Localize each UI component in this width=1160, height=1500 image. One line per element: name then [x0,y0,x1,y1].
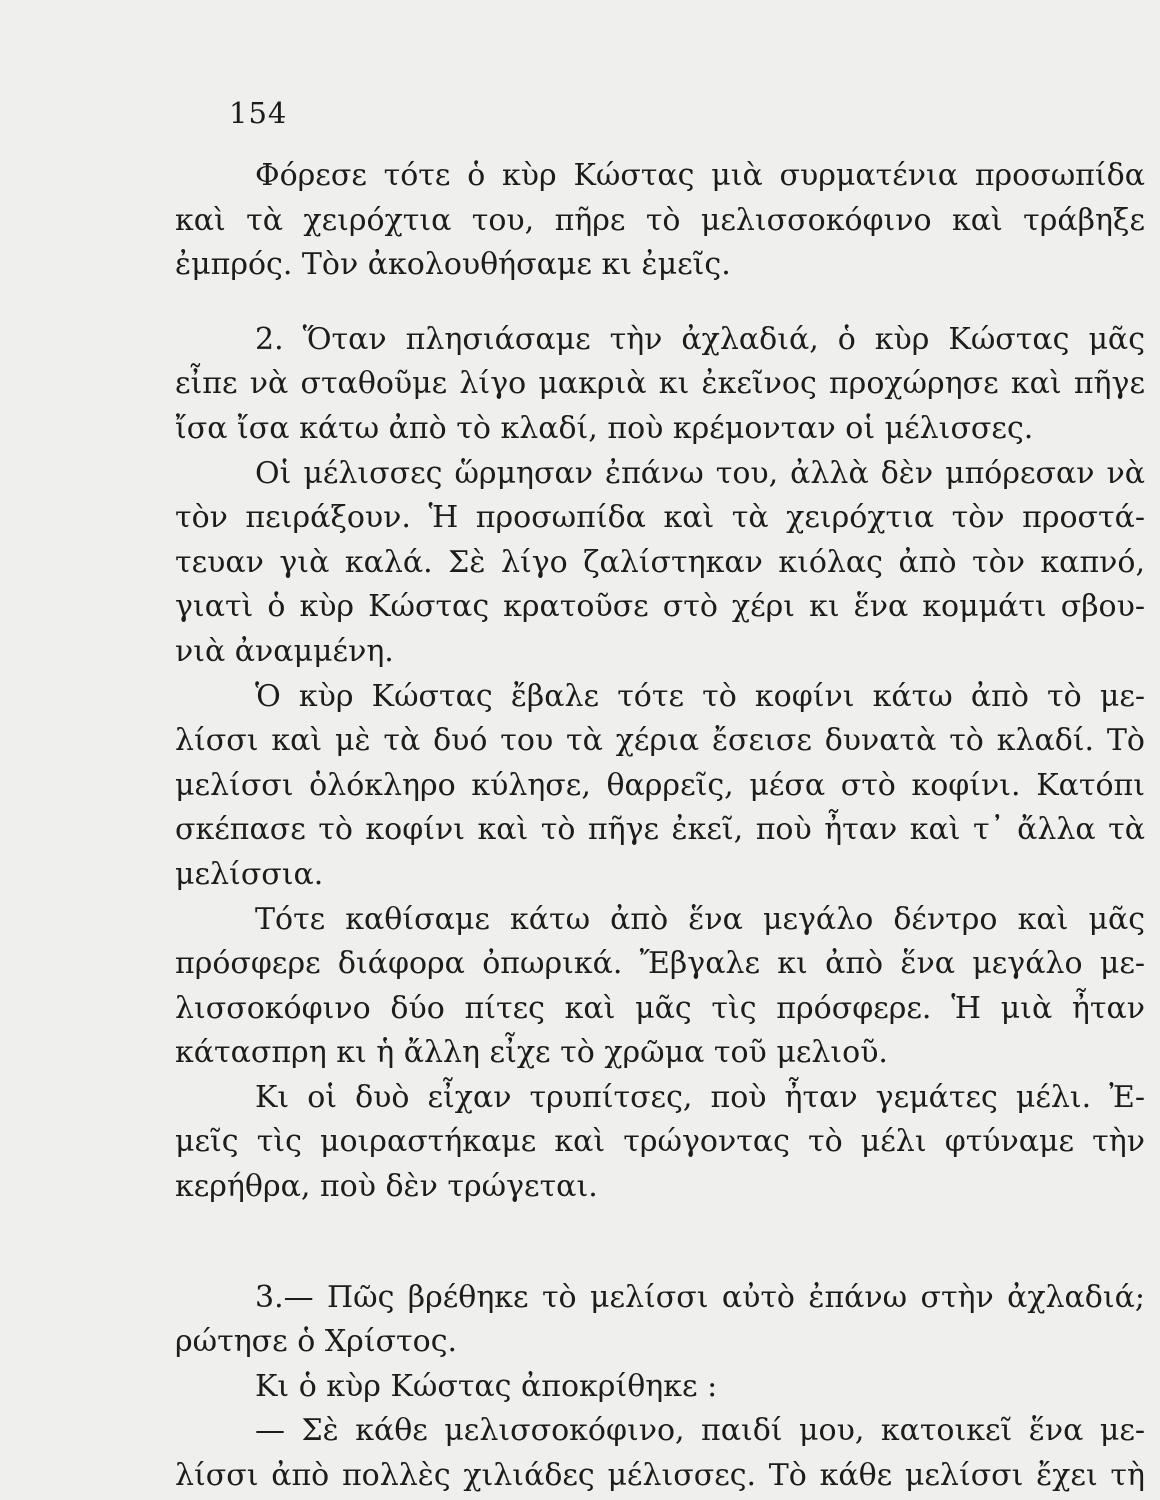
text-line: νιὰ ἀναμμένη. [175,633,394,669]
text-line: Κι οἱ δυὸ εἶχαν τρυπίτσες, ποὺ ἦταν γεμάτες μέλι. Ἐ- [255,1079,1145,1115]
text-line: κάτασπρη κι ἡ ἄλλη εἶχε τὸ χρῶμα τοῦ μελιοῦ. [175,1035,888,1071]
text-line: Οἱ μέλισσες ὥρμησαν ἐπάνω του, ἀλλὰ δὲν μπόρεσαν νὰ [255,455,1145,491]
text-line: τὸν πειράξουν. Ἡ προσωπίδα καὶ τὰ χειρόχτια τὸν προστά- [175,500,1145,536]
text-line: 2. Ὅταν πλησιάσαμε τὴν ἀχλαδιά, ὁ κὺρ Κώστας μᾶς [255,321,1145,357]
text-line: λίσσι καὶ μὲ τὰ δυό του τὰ χέρια ἔσεισε δυνατὰ τὸ κλαδί. Τὸ [175,723,1145,759]
text-line: λίσσι ἀπὸ πολλὲς χιλιάδες μέλισσες. Τὸ κάθε μελίσσι ἔχει τὴ [175,1458,1145,1494]
text-line: μελίσσι ὁλόκληρο κύλησε, θαρρεῖς, μέσα στὸ κοφίνι. Κατόπι [175,767,1145,803]
text-line: πρόσφερε διάφορα ὀπωρικά. Ἔβγαλε κι ἀπὸ ἕνα μεγάλο με- [175,946,1145,982]
text-line: γιατὶ ὁ κὺρ Κώστας κρατοῦσε στὸ χέρι κι ἕνα κομμάτι σβου- [175,589,1145,625]
text-line: τευαν γιὰ καλά. Σὲ λίγο ζαλίστηκαν κιόλας ἀπὸ τὸν καπνό, [175,544,1145,580]
text-line: μελίσσια. [175,856,324,892]
text-line: Τότε καθίσαμε κάτω ἀπὸ ἕνα μεγάλο δέντρο καὶ μᾶς [255,901,1145,937]
text-line: Κι ὁ κὺρ Κώστας ἀποκρίθηκε : [255,1368,718,1404]
text-line: μεῖς τὶς μοιραστήκαμε καὶ τρώγοντας τὸ μέλι φτύναμε τὴν [175,1124,1145,1160]
body-text [175,154,1145,1499]
text-line: λισσοκόφινο δύο πίτες καὶ μᾶς τὶς πρόσφερε. Ἡ μιὰ ἦταν [175,990,1145,1026]
text-line: ἐμπρός. Τὸν ἀκολουθήσαμε κι ἐμεῖς. [175,247,731,283]
text-line: σκέπασε τὸ κοφίνι καὶ τὸ πῆγε ἐκεῖ, ποὺ ἦταν καὶ τ᾽ ἄλλα τὰ [175,812,1145,848]
text-line: ἴσα ἴσα κάτω ἀπὸ τὸ κλαδί, ποὺ κρέμονταν οἱ μέλισσες. [175,410,1034,446]
text-line: κερήθρα, ποὺ δὲν τρώγεται. [175,1169,598,1205]
text-line: Ὁ κὺρ Κώστας ἔβαλε τότε τὸ κοφίνι κάτω ἀπὸ τὸ με- [255,678,1145,714]
text-line: Φόρεσε τότε ὁ κὺρ Κώστας μιὰ συρματένια προσωπίδα [255,158,1145,193]
text-line: εἶπε νὰ σταθοῦμε λίγο μακριὰ κι ἐκεῖνος προχώρησε καὶ πῆγε [175,366,1145,402]
text-line: καὶ τὰ χειρόχτια του, πῆρε τὸ μελισσοκόφινο καὶ τράβηξε [175,202,1145,238]
page-number: 154 [229,96,288,130]
text-line: ρώτησε ὁ Χρίστος. [175,1324,458,1360]
text-line: 3.— Πῶς βρέθηκε τὸ μελίσσι αὐτὸ ἐπάνω στὴν ἀχλαδιά; [255,1279,1145,1315]
text-line: — Σὲ κάθε μελισσοκόφινο, παιδί μου, κατοικεῖ ἕνα με- [255,1413,1145,1449]
